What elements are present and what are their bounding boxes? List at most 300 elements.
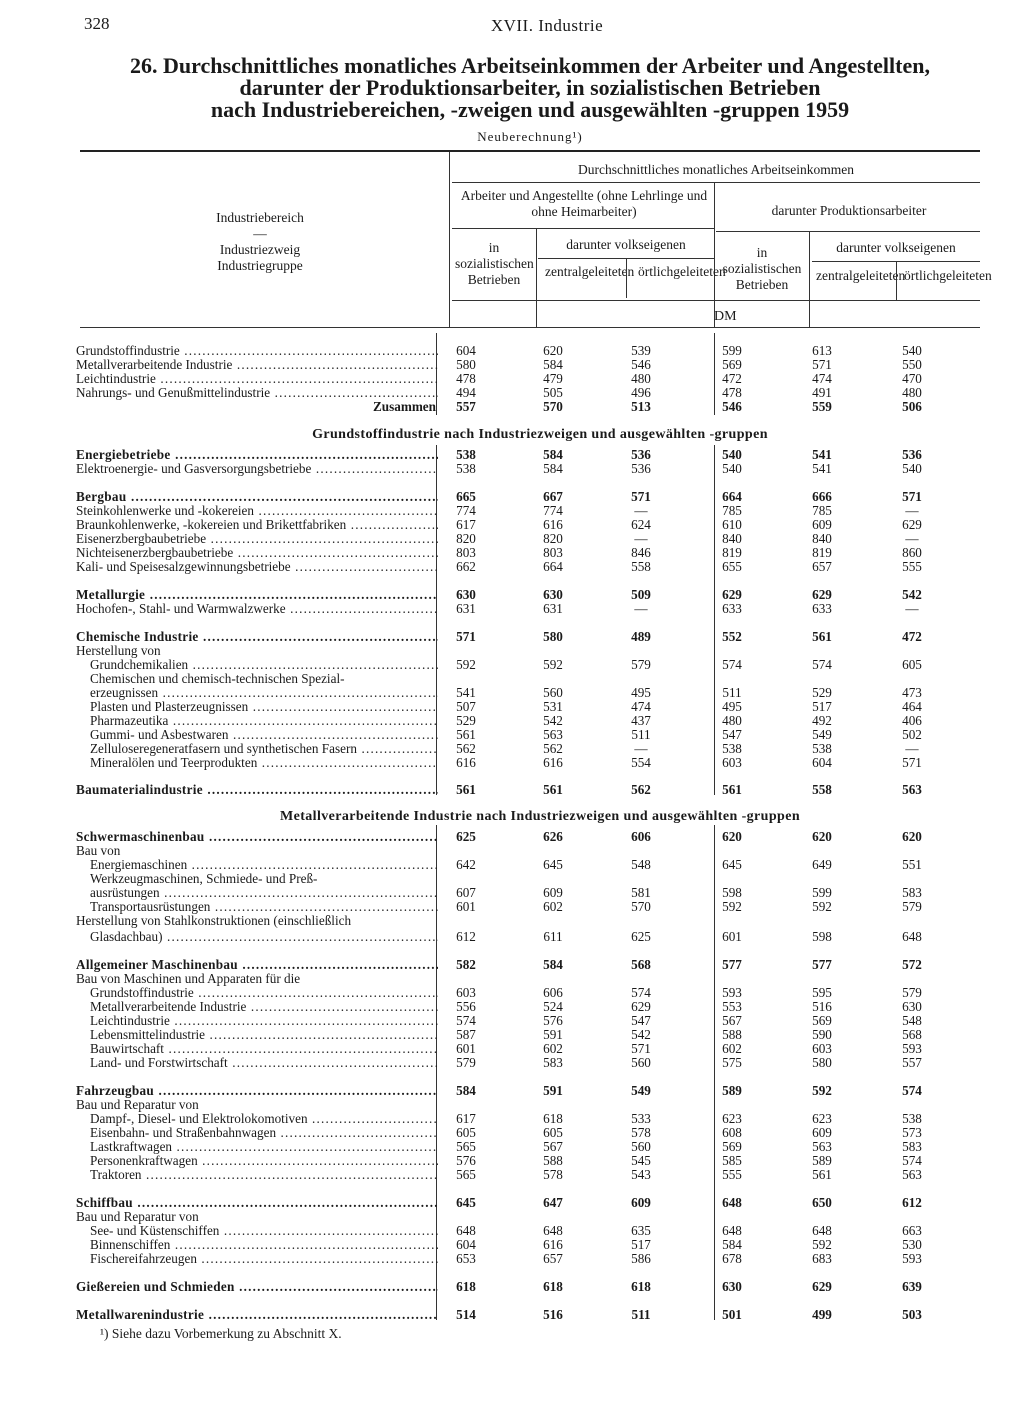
value-cell: 591 [543,1083,563,1098]
table-row [70,783,990,797]
value-cell: 565 [456,1167,476,1182]
value-cell: 570 [543,399,563,414]
value-cell: 860 [902,545,922,560]
value-cell: 507 [456,699,476,714]
value-cell: 538 [722,741,742,756]
value-cell: 663 [902,1223,922,1238]
table-row [70,1238,990,1252]
value-cell: 630 [543,587,563,602]
value-cell: 472 [722,371,742,386]
value-cell: 598 [722,885,742,900]
table-row [70,1168,990,1182]
col-divider-2 [626,258,627,298]
header-rule-2a [452,228,714,229]
value-cell: 588 [722,1027,742,1042]
value-cell: 618 [543,1279,563,1294]
unit-label: DM [714,309,737,324]
group-divider [714,182,715,327]
value-cell: 571 [812,357,832,372]
value-cell: 630 [902,999,922,1014]
value-cell: 584 [543,447,563,462]
value-cell: — [905,531,919,546]
value-cell: 563 [902,1167,922,1182]
row-label: Hochofen-, Stahl- und Warmwalzwerke ..... [76,602,438,616]
header-volks-2: darunter volkseigenen [836,240,956,255]
value-cell: 502 [902,727,922,742]
value-cell: 540 [902,461,922,476]
value-cell: 648 [456,1223,476,1238]
row-label: Gummi- und Asbestwaren ..... [90,728,438,742]
value-cell: 620 [902,829,922,844]
value-cell: 623 [812,1111,832,1126]
table-row [70,532,990,546]
value-cell: 572 [902,957,922,972]
value-cell: 478 [722,385,742,400]
table-subtitle: Neuberechnung¹) [477,129,583,144]
value-cell: 616 [543,517,563,532]
header-in-soz-2: in sozialistischen Betrieben [722,245,802,292]
value-cell: 539 [631,343,651,358]
table-row [70,1014,990,1028]
row-label: Metallwarenindustrie ..... [76,1308,438,1322]
value-cell: 602 [543,1041,563,1056]
value-cell: 645 [722,857,742,872]
table-row [70,886,990,900]
value-cell: 639 [902,1279,922,1294]
value-cell: 560 [631,1139,651,1154]
value-cell: 546 [631,357,651,372]
value-cell: 517 [812,699,832,714]
value-cell: 605 [543,1125,563,1140]
value-cell: 569 [812,1013,832,1028]
header-group-1: Arbeiter und Angestellte (ohne Lehrlinge und ohne Heimarbeiter) [460,188,708,219]
table-row [70,1112,990,1126]
value-cell: 606 [543,985,563,1000]
value-cell: 538 [902,1111,922,1126]
header-rule-1 [452,182,980,183]
value-cell: 592 [812,899,832,914]
value-cell: 542 [543,713,563,728]
row-label: ausrüstungen ..... [90,886,438,900]
value-cell: 580 [543,629,563,644]
row-label: Fahrzeugbau ..... [76,1084,438,1098]
value-cell: 591 [543,1027,563,1042]
value-cell: 567 [543,1139,563,1154]
table-row [70,358,990,372]
header-zentral-1: zentralgeleiteten [545,264,635,279]
row-label: Leichtindustrie ..... [90,1014,438,1028]
value-cell: 584 [543,957,563,972]
value-cell: 657 [543,1251,563,1266]
value-cell: 561 [812,1167,832,1182]
value-cell: 803 [543,545,563,560]
row-label: Fischereifahrzeugen ..... [90,1252,438,1266]
value-cell: 573 [902,1125,922,1140]
value-cell: 603 [722,755,742,770]
value-cell: 623 [722,1111,742,1126]
value-cell: 583 [902,1139,922,1154]
value-cell: 601 [456,899,476,914]
value-cell: 558 [812,782,832,797]
value-cell: 560 [543,685,563,700]
value-cell: 569 [722,357,742,372]
value-cell: 616 [543,755,563,770]
table-row [70,448,990,462]
value-cell: 610 [722,517,742,532]
value-cell: 625 [456,829,476,844]
value-cell: 579 [456,1055,476,1070]
value-cell: 495 [722,699,742,714]
value-cell: 583 [543,1055,563,1070]
value-cell: 560 [631,1055,651,1070]
value-cell: 472 [902,629,922,644]
table-row [70,372,990,386]
value-cell: 593 [722,985,742,1000]
value-cell: 629 [902,517,922,532]
value-cell: 588 [543,1153,563,1168]
row-label: Kali- und Speisesalzgewinnungsbetriebe ..... [76,560,438,574]
title-line-1: 26. Durchschnittliches monatliches Arbeitseinkommen der Arbeiter und Angestellten, [130,53,930,78]
row-label: Herstellung von [76,644,161,658]
value-cell: 590 [812,1027,832,1042]
header-rule-4 [452,300,980,301]
value-cell: 618 [456,1279,476,1294]
value-cell: 589 [722,1083,742,1098]
col-divider-1 [536,228,537,327]
value-cell: 633 [722,601,742,616]
value-cell: 575 [722,1055,742,1070]
value-cell: 592 [812,1237,832,1252]
value-cell: 846 [631,545,651,560]
value-cell: 667 [543,489,563,504]
row-label: erzeugnissen ..... [90,686,438,700]
value-cell: 479 [543,371,563,386]
value-cell: 538 [456,461,476,476]
value-cell: 538 [812,741,832,756]
value-cell: 473 [902,685,922,700]
value-cell: 618 [543,1111,563,1126]
row-label: Bau von [76,844,121,858]
value-cell: 648 [543,1223,563,1238]
value-cell: 540 [722,447,742,462]
value-cell: 620 [543,343,563,358]
table-row [70,672,990,686]
value-cell: 547 [722,727,742,742]
value-cell: 492 [812,713,832,728]
table-row [70,844,990,858]
row-label: Zelluloseregeneratfasern und synthetischen Fasern ..... [90,742,438,756]
value-cell: — [905,503,919,518]
value-cell: 514 [456,1307,476,1322]
value-cell: 599 [722,343,742,358]
row-label: Personenkraftwagen ..... [90,1154,438,1168]
table-row [70,490,990,504]
table-row [70,1154,990,1168]
value-cell: 574 [722,657,742,672]
value-cell: 655 [722,559,742,574]
table-row [70,1126,990,1140]
value-cell: 666 [812,489,832,504]
row-label: Bau von Maschinen und Apparaten für die [76,972,301,986]
value-cell: 605 [456,1125,476,1140]
table-row [70,1000,990,1014]
value-cell: 474 [812,371,832,386]
value-cell: — [634,601,648,616]
value-cell: 592 [456,657,476,672]
header-top: Durchschnittliches monatliches Arbeitseinkommen [578,162,854,177]
table-row [70,872,990,886]
value-cell: 649 [812,857,832,872]
value-cell: 406 [902,713,922,728]
row-label: Allgemeiner Maschinenbau ..... [76,958,438,972]
value-cell: 584 [543,461,563,476]
value-cell: 524 [543,999,563,1014]
value-cell: 584 [543,357,563,372]
row-label: Grundstoffindustrie ..... [76,344,438,358]
row-label: Land- und Forstwirtschaft ..... [90,1056,438,1070]
table-row [70,518,990,532]
row-label: Gießereien und Schmieden ..... [76,1280,438,1294]
value-cell: 503 [902,1307,922,1322]
value-cell: 580 [812,1055,832,1070]
value-cell: 563 [543,727,563,742]
value-cell: 645 [456,1195,476,1210]
row-label: Steinkohlenwerke und -kokereien ..... [76,504,438,518]
value-cell: 568 [902,1027,922,1042]
value-cell: 494 [456,385,476,400]
value-cell: 542 [631,1027,651,1042]
value-cell: 613 [812,343,832,358]
row-label: Traktoren ..... [90,1168,438,1182]
value-cell: 580 [456,357,476,372]
top-rule [80,150,980,152]
row-label: Zusammen [372,400,436,414]
value-cell: 536 [631,447,651,462]
value-cell: 584 [456,1083,476,1098]
value-cell: 506 [902,399,922,414]
value-cell: 574 [902,1083,922,1098]
section-heading-metall: Metallverarbeitende Industrie nach Industriezweigen und ausgewählten -gruppen [279,809,801,824]
table-row [70,344,990,358]
value-cell: 633 [812,601,832,616]
value-cell: 563 [902,782,922,797]
stub-header-line-4: Industriegruppe [217,258,303,273]
value-cell: 629 [812,1279,832,1294]
value-cell: 629 [812,587,832,602]
table-row [70,1196,990,1210]
value-cell: — [634,531,648,546]
value-cell: 592 [722,899,742,914]
value-cell: 664 [722,489,742,504]
value-cell: 595 [812,985,832,1000]
value-cell: 547 [631,1013,651,1028]
value-cell: 617 [456,1111,476,1126]
value-cell: 574 [456,1013,476,1028]
stub-divider [449,152,450,327]
value-cell: 592 [812,1083,832,1098]
value-cell: 511 [631,1307,651,1322]
table-row [70,900,990,914]
value-cell: 578 [631,1125,651,1140]
value-cell: 567 [722,1013,742,1028]
value-cell: 571 [902,489,922,504]
table-row [70,1224,990,1238]
value-cell: 542 [902,587,922,602]
value-cell: 664 [543,559,563,574]
row-label: Schwermaschinenbau ..... [76,830,438,844]
value-cell: 592 [543,657,563,672]
header-in-soz-1: in sozialistischen Betrieben [455,240,534,287]
value-cell: 551 [902,857,922,872]
footnote: ¹) Siehe dazu Vorbemerkung zu Abschnitt X. [100,1326,342,1341]
row-label: Chemische Industrie ..... [76,630,438,644]
value-cell: 585 [722,1153,742,1168]
value-cell: 583 [902,885,922,900]
value-cell: 553 [722,999,742,1014]
row-label: Baumaterialindustrie ..... [76,783,438,797]
value-cell: — [905,601,919,616]
header-oertlich-2: örtlichgeleiteten [904,268,992,283]
stub-header-line-2: — [253,226,267,241]
value-cell: 620 [722,829,742,844]
table-row [70,1028,990,1042]
table-row [70,386,990,400]
table-row [70,644,990,658]
row-label: See- und Küstenschiffen ..... [90,1224,438,1238]
value-cell: 545 [631,1153,651,1168]
value-cell: 496 [631,385,651,400]
value-cell: 624 [631,517,651,532]
value-cell: 785 [812,503,832,518]
value-cell: 511 [722,685,742,700]
value-cell: 602 [543,899,563,914]
value-cell: 820 [456,531,476,546]
value-cell: 626 [543,829,563,844]
row-label: Grundstoffindustrie ..... [90,986,438,1000]
value-cell: 571 [631,1041,651,1056]
table-row [70,560,990,574]
table-row [70,1308,990,1322]
value-cell: 609 [812,1125,832,1140]
table-row [70,630,990,644]
value-cell: 548 [902,1013,922,1028]
col-divider-4 [896,261,897,301]
value-cell: 608 [722,1125,742,1140]
value-cell: 579 [902,985,922,1000]
value-cell: 586 [631,1251,651,1266]
value-cell: 529 [812,685,832,700]
row-label: Braunkohlenwerke, -kokereien und Brikettfabriken ..... [76,518,438,532]
row-label: Schiffbau ..... [76,1196,438,1210]
value-cell: 609 [631,1195,651,1210]
row-label: Metallverarbeitende Industrie ..... [76,358,438,372]
value-cell: 604 [456,1237,476,1252]
value-cell: 630 [456,587,476,602]
value-cell: 561 [722,782,742,797]
value-cell: 631 [543,601,563,616]
value-cell: 540 [902,343,922,358]
value-cell: 576 [456,1153,476,1168]
col-divider-3 [809,231,810,327]
header-volks-1: darunter volkseigenen [566,237,686,252]
table-row [70,930,990,944]
header-oertlich-1: örtlichgeleiteten [638,264,726,279]
table-row [70,686,990,700]
table-row [70,546,990,560]
value-cell: 630 [722,1279,742,1294]
value-cell: 530 [902,1237,922,1252]
value-cell: 561 [456,782,476,797]
value-cell: 561 [812,629,832,644]
value-cell: 499 [812,1307,832,1322]
value-cell: 602 [722,1041,742,1056]
value-cell: 509 [631,587,651,602]
value-cell: 559 [812,399,832,414]
value-cell: 541 [456,685,476,700]
row-label: Mineralölen und Teerprodukten ..... [90,756,438,770]
value-cell: 464 [902,699,922,714]
value-cell: 505 [543,385,563,400]
value-cell: 578 [543,1167,563,1182]
value-cell: 648 [722,1195,742,1210]
row-label: Metallurgie ..... [76,588,438,602]
value-cell: 820 [543,531,563,546]
chapter-heading: XVII. Industrie [490,16,604,35]
table-row [70,504,990,518]
value-cell: 603 [812,1041,832,1056]
value-cell: 516 [812,999,832,1014]
row-label: Herstellung von Stahlkonstruktionen (einschließlich [76,914,352,928]
value-cell: 568 [631,957,651,972]
value-cell: 513 [631,399,651,414]
row-label: Bau und Reparatur von [76,1098,199,1112]
value-cell: 593 [902,1251,922,1266]
value-cell: 549 [812,727,832,742]
table-row [70,728,990,742]
value-cell: 683 [812,1251,832,1266]
value-cell: 609 [543,885,563,900]
row-label: Energiemaschinen ..... [90,858,438,872]
value-cell: 501 [722,1307,742,1322]
value-cell: 629 [631,999,651,1014]
value-cell: 574 [902,1153,922,1168]
row-label: Lebensmittelindustrie ..... [90,1028,438,1042]
table-row [70,830,990,844]
header-bottom-rule [80,327,980,328]
value-cell: 541 [812,447,832,462]
value-cell: 605 [902,657,922,672]
value-cell: 555 [722,1167,742,1182]
value-cell: 665 [456,489,476,504]
table-row [70,1098,990,1112]
value-cell: 819 [812,545,832,560]
value-cell: 650 [812,1195,832,1210]
table-row [70,858,990,872]
header-rule-2b [716,231,980,232]
value-cell: 589 [812,1153,832,1168]
value-cell: 563 [812,1139,832,1154]
row-label: Pharmazeutika ..... [90,714,438,728]
value-cell: 616 [543,1237,563,1252]
value-cell: 601 [722,929,742,944]
table-row [70,700,990,714]
value-cell: 618 [631,1279,651,1294]
value-cell: 529 [456,713,476,728]
value-cell: 571 [456,629,476,644]
row-label: Werkzeugmaschinen, Schmiede- und Preß- [90,872,318,886]
value-cell: 612 [902,1195,922,1210]
value-cell: 516 [543,1307,563,1322]
